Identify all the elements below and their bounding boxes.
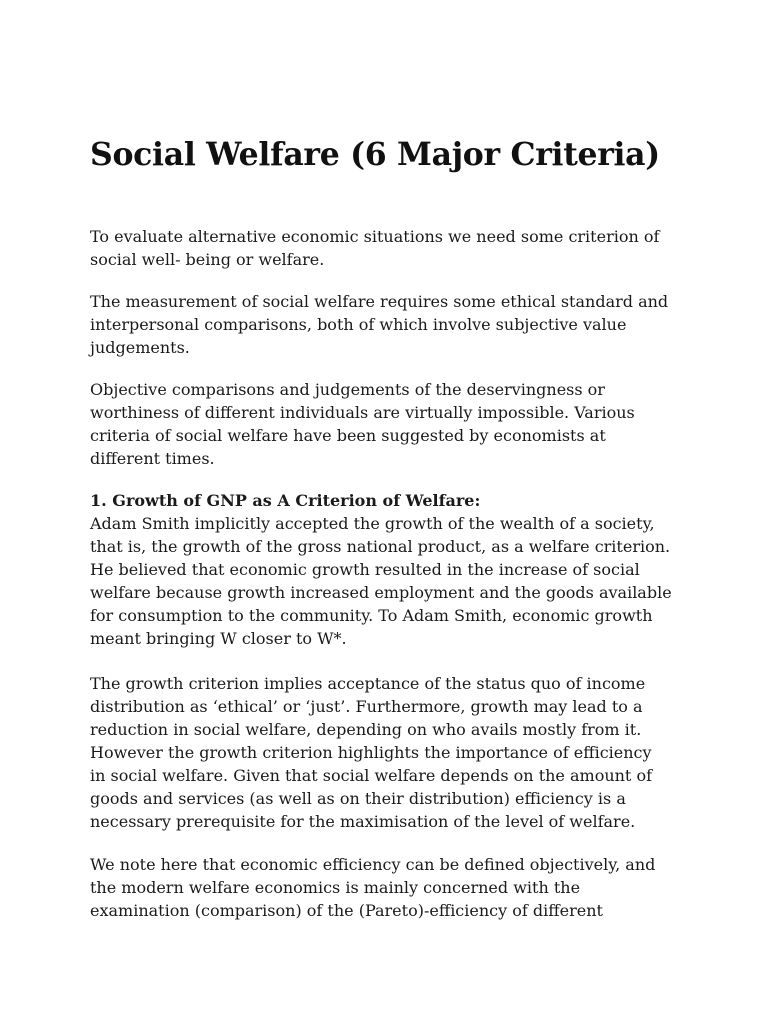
text-line: that is, the growth of the gross national product, as a welfare criterion.	[90, 537, 671, 556]
text-line: different times.	[90, 449, 215, 468]
text-line: criteria of social welfare have been suggested by economists at	[90, 426, 606, 445]
text-line: judgements.	[90, 338, 190, 357]
text-line: We note here that economic efficiency can be defined objectively, and	[90, 855, 656, 874]
text-line: reduction in social welfare, depending on who avails mostly from it.	[90, 720, 642, 739]
page-title: Social Welfare (6 Major Criteria)	[90, 136, 660, 173]
text-line: Objective comparisons and judgements of the deservingness or	[90, 380, 605, 399]
text-line: the modern welfare economics is mainly concerned with the	[90, 878, 581, 897]
text-line: in social welfare. Given that social welfare depends on the amount of	[90, 766, 652, 785]
paragraph-growth-criterion	[90, 672, 690, 833]
text-line: distribution as ‘ethical’ or ‘just’. Furthermore, growth may lead to a	[90, 697, 643, 716]
text-line: The measurement of social welfare requires some ethical standard and	[90, 292, 669, 311]
text-line: Adam Smith implicitly accepted the growth of the wealth of a society,	[90, 514, 655, 533]
text-line: The growth criterion implies acceptance of the status quo of income	[90, 674, 646, 693]
text-line: However the growth criterion highlights the importance of efficiency	[90, 743, 652, 762]
paragraph-intro	[90, 225, 690, 271]
text-line: for consumption to the community. To Adam Smith, economic growth	[90, 606, 653, 625]
text-line: social well- being or welfare.	[90, 250, 325, 269]
text-line: He believed that economic growth resulted in the increase of social	[90, 560, 640, 579]
paragraph-economic-efficiency	[90, 853, 690, 922]
text-line: welfare because growth increased employment and the goods available	[90, 583, 672, 602]
text-line: necessary prerequisite for the maximisation of the level of welfare.	[90, 812, 636, 831]
paragraph-objective-comparisons	[90, 378, 690, 470]
text-line: goods and services (as well as on their distribution) efficiency is a	[90, 789, 626, 808]
section-growth-of-gnp	[90, 489, 690, 650]
text-line: meant bringing W closer to W*.	[90, 629, 347, 648]
paragraph-measurement	[90, 290, 690, 359]
text-line: worthiness of different individuals are virtually impossible. Various	[90, 403, 635, 422]
text-line: interpersonal comparisons, both of which involve subjective value	[90, 315, 627, 334]
text-line: To evaluate alternative economic situations we need some criterion of	[90, 227, 660, 246]
text-line: examination (comparison) of the (Pareto)-efficiency of different	[90, 901, 603, 920]
section-heading: 1. Growth of GNP as A Criterion of Welfare:	[90, 491, 481, 510]
